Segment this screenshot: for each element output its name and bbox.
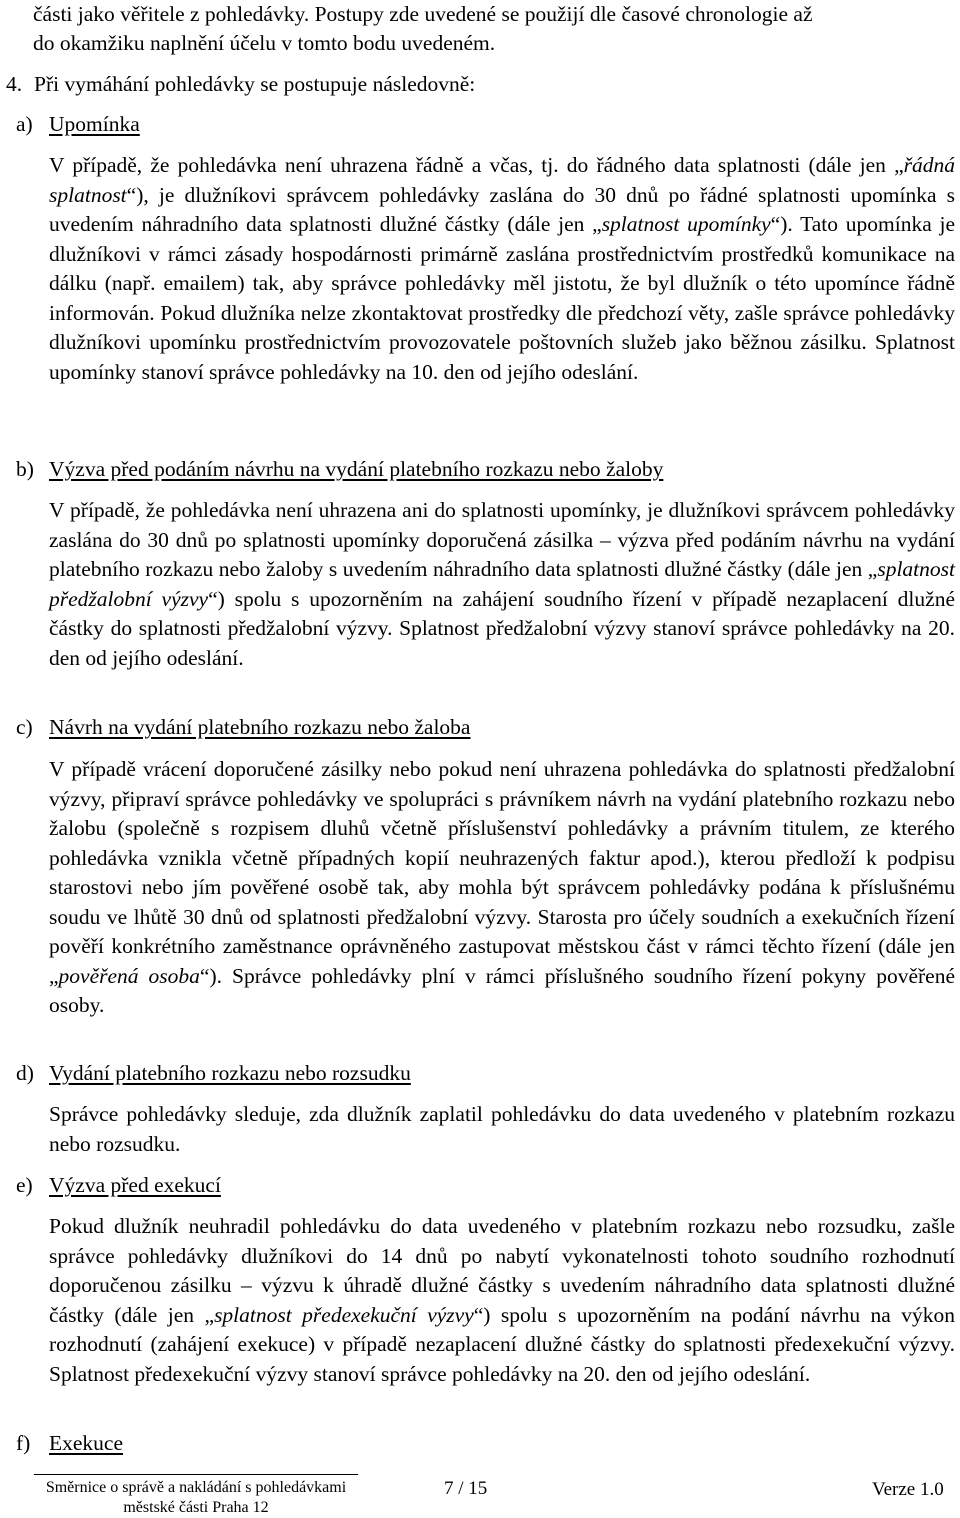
intro-line-2: do okamžiku naplnění účelu v tomto bodu uvedeném. — [33, 31, 496, 55]
section-a-title: Upomínka — [49, 112, 140, 136]
footer-page-number: 7 / 15 — [444, 1478, 488, 1499]
section-a-text-1: V případě, že pohledávka není uhrazena řádně a včas, tj. do řádného data splatnosti (dále jen „ — [49, 153, 904, 177]
section-b-text-2: “) spolu s upozorněním na zahájení soudního řízení v případě nezaplacení dlužné částky do splatnosti předžalobní výzvy. Splatnost předžalobní výzvy stanoví správce pohledávky na 20. den od jejího odeslání. — [49, 586, 955, 670]
section-e-heading — [16, 1171, 221, 1200]
point-4-text: Při vymáhání pohledávky se postupuje následovně: — [34, 72, 476, 96]
section-e-paragraph — [49, 1212, 955, 1389]
section-c-text-1: V případě vrácení doporučené zásilky nebo pokud není uhrazena pohledávka do splatnosti předžalobní výzvy, připraví správce pohledávky ve spolupráci s právníkem návrh na vydání platebního rozkazu nebo žalobu (společně s rozpisem dluhů včetně příslušenství pohledávky a právním titulem, ze kterého pohledávka vznikla včetně případných kopií neuhrazených faktur apod.), kterou předloží k podpisu starostovi nebo jím pověřené osobě tak, aby mohla být správcem pohledávky podána k příslušnému soudu ve lhůtě 30 dnů od splatnosti předžalobní výzvy. Starosta pro účely soudních a exekučních řízení pověří konkrétního zaměstnance oprávněného zastupovat městskou část v rámci těchto řízení (dále jen „ — [49, 757, 955, 988]
section-c-label: c) — [16, 715, 33, 739]
footer-divider — [34, 1474, 358, 1475]
section-a-text-3: “). Tato upomínka je dlužníkovi v rámci zásady hospodárnosti primárně zaslána prostřednictvím prostředků komunikace na dálku (např. emailem) tak, aby správce pohledávky měl jistotu, že byl dlužník o této upomínce řádně informován. Pokud dlužníka nelze zkontaktovat prostředky dle předchozí věty, zašle správce pohledávky dlužníkovi upomínku prostřednictvím provozovatele poštovních služeb jako běžnou zásilku. Splatnost upomínky stanoví správce pohledávky na 10. den od jejího odeslání. — [49, 212, 955, 384]
section-a-heading — [16, 110, 140, 139]
section-d-paragraph — [49, 1100, 955, 1159]
section-b-paragraph — [49, 496, 955, 673]
section-b-title: Výzva před podáním návrhu na vydání platebního rozkazu nebo žaloby — [49, 457, 664, 481]
section-e-text-1: Pokud dlužník neuhradil pohledávku do data uvedeného v platebním rozkazu nebo rozsudku, zašle správce pohledávky dlužníkovi do 14 dnů po nabytí vykonatelnosti tohoto soudního rozhodnutí doporučenou zásilku – výzvu k úhradě dlužné částky s uvedením náhradního data splatnosti dlužné částky (dále jen „ — [49, 1214, 955, 1327]
section-f-label: f) — [16, 1431, 31, 1455]
section-e-term-1: splatnost předexekuční výzvy — [214, 1302, 474, 1327]
section-e-title: Výzva před exekucí — [49, 1173, 221, 1197]
intro-line-1: části jako věřitele z pohledávky. Postupy zde uvedené se použijí dle časové chronologie až — [33, 2, 813, 26]
point-4-number: 4. — [6, 72, 23, 96]
section-d-heading — [16, 1059, 411, 1088]
section-a-term-2: splatnost upomínky — [601, 212, 771, 236]
section-d-title: Vydání platebního rozkazu nebo rozsudku — [49, 1061, 411, 1085]
footer-title-line-1: Směrnice o správě a nakládání s pohledávkami — [45, 1479, 347, 1496]
section-b-label: b) — [16, 457, 34, 481]
footer-title-line-2: městské části Praha 12 — [123, 1499, 269, 1516]
section-b-text-1: V případě, že pohledávka není uhrazena ani do splatnosti upomínky, je dlužníkovi správcem pohledávky zaslána do 30 dnů po splatnosti upomínky doporučená zásilka – výzva před podáním návrhu na vydání platebního rozkazu nebo žaloby s uvedením náhradního data splatnosti dlužné částky (dále jen „ — [49, 498, 955, 581]
section-f-title: Exekuce — [49, 1431, 124, 1455]
section-a-text-2: “), je dlužníkovi správcem pohledávky zaslána do 30 dnů po řádné splatnosti upomínka s uvedením náhradního data splatnosti dlužné částky (dále jen „ — [49, 182, 955, 236]
section-a-term-1: řádná splatnost — [49, 153, 955, 207]
section-d-label: d) — [16, 1061, 34, 1085]
section-c-text-2: “). Správce pohledávky plní v rámci příslušného soudního řízení pokyny pověřené osoby. — [49, 963, 955, 1017]
point-4-heading — [6, 70, 475, 99]
section-e-text-2: “) spolu s upozorněním na podání návrhu na výkon rozhodnutí (zahájení exekuce) v případě nezaplacení dlužné částky do splatnosti předexekuční výzvy. Splatnost předexekuční výzvy stanoví správce pohledávky na 20. den od jejího odeslání. — [49, 1302, 956, 1386]
section-a-paragraph — [49, 151, 955, 387]
section-d-text-1: Správce pohledávky sleduje, zda dlužník zaplatil pohledávku do data uvedeného v platebním rozkazu nebo rozsudku. — [49, 1102, 955, 1156]
section-c-term-1: pověřená osoba — [58, 963, 200, 988]
section-c-paragraph — [49, 755, 955, 1021]
section-e-label: e) — [16, 1173, 33, 1197]
footer-document-title — [34, 1478, 358, 1518]
footer-version: Verze 1.0 — [872, 1479, 944, 1500]
section-c-heading — [16, 713, 470, 742]
section-b-term-1: splatnost předžalobní výzvy — [49, 557, 955, 611]
section-b-heading — [16, 455, 663, 484]
section-f-heading — [16, 1429, 123, 1458]
section-a-label: a) — [16, 112, 33, 136]
section-c-title: Návrh na vydání platebního rozkazu nebo žaloba — [49, 715, 471, 739]
